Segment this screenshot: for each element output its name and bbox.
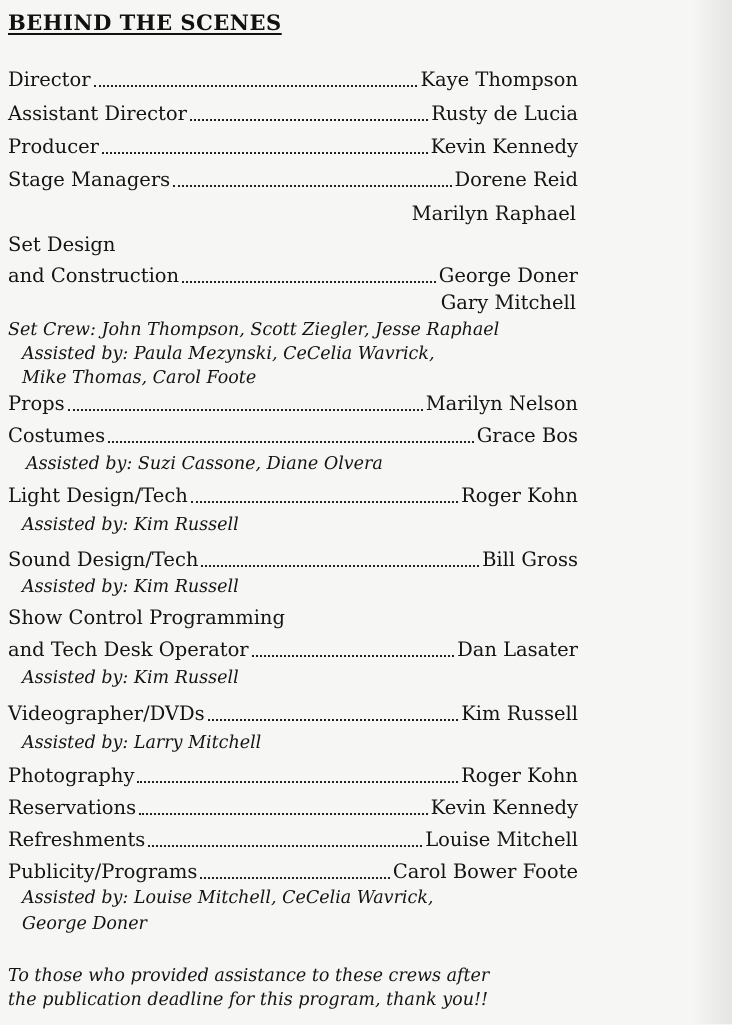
credit-name: George Doner [438,264,578,287]
set-crew-assisted-line: Mike Thomas, Carol Foote [22,368,257,388]
credit-name: Kevin Kennedy [430,135,578,158]
credit-role: and Tech Desk Operator [8,638,249,661]
dot-leader [191,501,458,503]
credit-role: Reservations [8,796,137,819]
dot-leader [108,441,474,443]
credit-role: Stage Managers [8,168,171,191]
assisted-by-line: Assisted by: Louise Mitchell, CeCelia Wavrick, [22,888,434,908]
credit-name: Rusty de Lucia [431,102,578,125]
credit-row-sound [8,546,578,574]
credit-row-producer [8,133,578,161]
dot-leader [68,409,423,411]
credit-row-set-design [8,262,578,290]
dot-leader [94,85,418,87]
credit-role: Refreshments [8,828,146,851]
credit-role: Producer [8,135,100,158]
assisted-by-line: George Doner [22,914,147,934]
credit-name: Bill Gross [482,548,578,571]
credit-role: Costumes [8,424,106,447]
section-heading: BEHIND THE SCENES [8,10,282,35]
credit-row-director [8,66,578,94]
assisted-by-line: Assisted by: Kim Russell [22,668,239,688]
dot-leader [200,877,389,879]
dot-leader [190,119,428,121]
credit-role: Photography [8,764,135,787]
credit-role: Publicity/Programs [8,860,198,883]
credit-name-second: Gary Mitchell [440,291,576,314]
credit-name: Kaye Thompson [420,68,578,91]
credit-name: Roger Kohn [461,764,578,787]
page-edge-shadow [692,0,732,1024]
credit-row-refreshments [8,826,578,854]
credit-name: Dan Lasater [457,638,578,661]
credit-name: Kim Russell [461,702,578,725]
credit-role: Props [8,392,65,415]
dot-leader [182,281,436,283]
credit-row-stage-managers [8,166,578,194]
credit-row-publicity [8,858,578,886]
assisted-by-line: Assisted by: Larry Mitchell [22,733,262,753]
dot-leader [252,655,454,657]
thank-you-line: To those who provided assistance to these crews after [8,966,490,986]
credit-role-line1: Set Design [8,233,116,256]
credit-name-second: Marilyn Raphael [411,202,576,225]
set-crew-line: Set Crew: John Thompson, Scott Ziegler, Jesse Raphael [8,320,500,340]
dot-leader [208,719,459,721]
dot-leader [102,152,428,154]
credit-name: Kevin Kennedy [430,796,578,819]
set-crew-assisted-line: Assisted by: Paula Mezynski, CeCelia Wavrick, [22,344,435,364]
credit-role-line1: Show Control Programming [8,606,285,629]
credit-row-assistant-director [8,100,578,128]
credit-role: Director [8,68,91,91]
credit-role: Sound Design/Tech [8,548,199,571]
credit-row-videographer [8,700,578,728]
credit-name: Grace Bos [476,424,578,447]
assisted-by-line: Assisted by: Kim Russell [22,515,239,535]
credit-name: Dorene Reid [454,168,578,191]
credit-role: Videographer/DVDs [8,702,205,725]
dot-leader [137,781,458,783]
assisted-by-line: Assisted by: Kim Russell [22,577,239,597]
thank-you-note [8,964,489,1012]
dot-leader [139,813,428,815]
credit-role: and Construction [8,264,180,287]
thank-you-line: the publication deadline for this program, thank you!! [8,990,489,1010]
credit-name: Roger Kohn [461,484,578,507]
credit-row-props [8,390,578,418]
assisted-by-line: Assisted by: Suzi Cassone, Diane Olvera [26,454,383,474]
credit-row-show-control [8,636,578,664]
credit-role: Assistant Director [8,102,187,125]
dot-leader [148,845,422,847]
credit-name: Marilyn Nelson [425,392,578,415]
credit-name: Louise Mitchell [425,828,578,851]
dot-leader [173,185,451,187]
credit-name: Carol Bower Foote [392,860,578,883]
dot-leader [201,565,479,567]
credit-row-reservations [8,794,578,822]
credit-role: Light Design/Tech [8,484,188,507]
credit-row-costumes [8,422,578,450]
credit-row-photography [8,762,578,790]
credit-row-light [8,482,578,510]
